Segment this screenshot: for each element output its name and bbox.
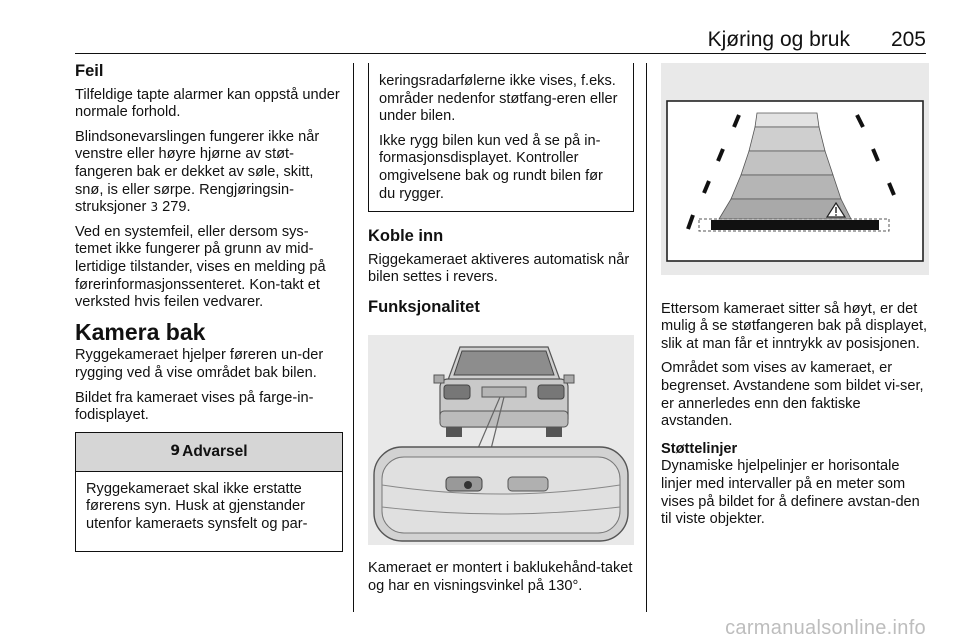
column-2 — [368, 63, 634, 602]
page-number: 205 — [890, 28, 926, 51]
warning-box — [75, 432, 343, 552]
watermark: carmanualsonline.info — [725, 617, 926, 639]
paragraph-text: Blindsonevarslingen fungerer ikke når venstre eller høyre hjørne av støt-fangeren bak er dekket av søle, skitt, snø, is eller sørpe. Rengjøringsin-struksjoner — [75, 128, 320, 216]
column-3 — [661, 63, 929, 536]
warning-title: Advarsel — [182, 442, 248, 460]
warning-box-continued — [368, 63, 634, 212]
warning-body: Ryggekameraet skal ikke erstatte førerens syn. Husk at gjenstander utenfor kameraets synsfelt og par- — [86, 480, 308, 532]
section-heading-funksjonalitet: Funksjonalitet — [368, 297, 480, 316]
section-heading-kamera-bak: Kamera bak — [75, 318, 206, 345]
section-heading-feil: Feil — [75, 62, 104, 80]
paragraph: Bildet fra kameraet vises på farge-in-fodisplayet. — [75, 389, 314, 424]
page-reference[interactable]: 279. — [162, 199, 191, 216]
column-1 — [75, 63, 343, 552]
column-divider-1 — [353, 63, 354, 612]
paragraph: Ryggekameraet hjelper føreren un-der rygging ved å vise området bak bilen. — [75, 347, 324, 381]
camera-display-illustration — [661, 63, 929, 275]
rear-camera-location-illustration — [368, 335, 634, 545]
running-header-title: Kjøring og bruk — [707, 28, 850, 51]
section-heading-koble-inn: Koble inn — [368, 227, 444, 246]
section-heading-stottelinjer: Støttelinjer — [661, 440, 738, 457]
paragraph: Ved en systemfeil, eller dersom sys-temet ikke fungerer på grunn av mid-lertidige tilstander, vises en melding på førerinformasjonssenteret. Kon-takt et verksted hvis feilen vedvarer. — [75, 223, 326, 311]
paragraph: Området som vises av kameraet, er begrenset. Avstandene som bildet vi-ser, er annerledes enn den faktiske avstanden. — [661, 360, 924, 430]
warning-text: keringsradarfølerne ikke vises, f.eks. områder nedenfor støtfang-eren eller under bilen. — [379, 73, 618, 125]
header-rule — [75, 53, 926, 54]
warning-header — [76, 433, 342, 472]
paragraph: Ettersom kameraet sitter så høyt, er det mulig å se støtfangeren bak på displayet, slik at man får et inntrykk av posisjonen. — [661, 300, 928, 352]
paragraph: Tilfeldige tapte alarmer kan oppstå under normale forhold. — [75, 86, 340, 121]
figure-caption: Kameraet er montert i baklukehånd-taket og har en visningsvinkel på 130°. — [368, 560, 633, 594]
paragraph: Dynamiske hjelpelinjer er horisontale linjer med intervaller på en meter som vises på bildet for å definere avstan-den til viste objekter. — [661, 458, 920, 528]
warning-text: Ikke rygg bilen kun ved å se på in-formasjonsdisplayet. Kontroller omgivelsene bak og rundt bilen før du rygger. — [379, 132, 603, 202]
paragraph: Riggekameraet aktiveres automatisk når bilen settes i revers. — [368, 251, 630, 286]
paragraph-blind-spot — [75, 129, 343, 217]
column-divider-2 — [646, 63, 647, 612]
warning-icon: 9 — [170, 442, 181, 459]
page-reference-icon: 3 — [150, 200, 159, 215]
